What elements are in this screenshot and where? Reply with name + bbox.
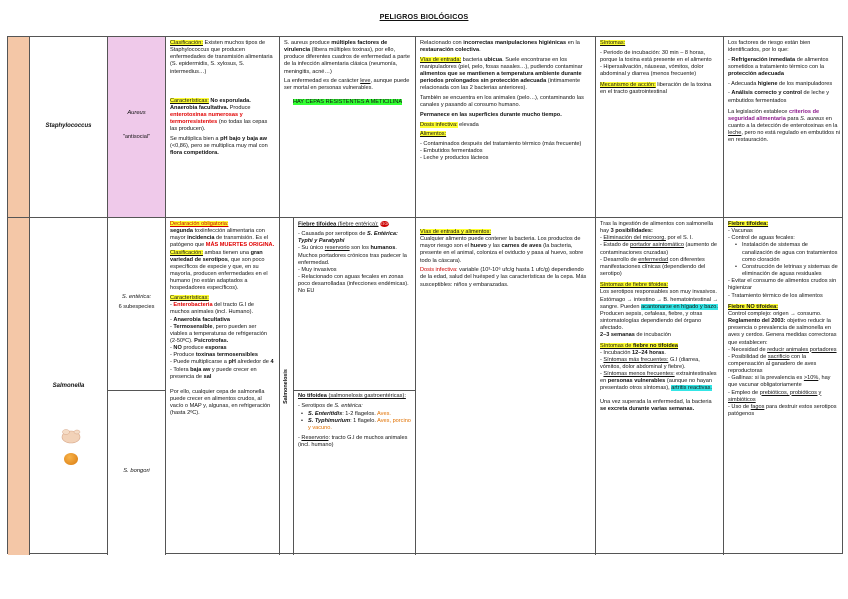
list-item: - Síntomas más frecuentes: G.I (diarrea, vómitos, dolor abdominal y fiebre). <box>600 356 700 370</box>
non-typhoid-cell <box>294 390 416 555</box>
list-item: - Enterobacteria del tracto G.I de muchos animales (incl. Humano). <box>170 302 254 316</box>
control-item: - Análisis correcto y control de leche y embutidos fermentados <box>728 90 830 104</box>
list-item: - Contaminados después del tratamiento térmico (más frecuente) <box>420 140 582 147</box>
growth-text: Se multiplica bien a pH bajo y baja aw (<0,86), pero se multiplica muy mal con flora competidora. <box>170 136 268 157</box>
risk-text: Los factores de riesgo están bien identificados, por lo que: <box>728 40 811 54</box>
list-item: - Uso de fagos para destruir estos serotipos patógenos <box>728 403 837 418</box>
hazards-table <box>7 36 843 554</box>
list-item: - Puede multiplicarse a pH alrededor de 4 <box>170 359 274 366</box>
symptoms-cell <box>596 37 724 217</box>
surfaces-text: Permanece en las superficies durante mucho tiempo. <box>420 111 562 118</box>
species-name: S. bongori <box>123 467 150 474</box>
typhoid-symptoms-text: Los serotipos responsables son muy invasivos. <box>600 289 717 296</box>
list-item: - Termosensible, pero pueden ser viables a temperaturas de refrigeración (2-50ºC). Psicrotrofas. <box>170 323 268 344</box>
egg-icon <box>64 453 78 465</box>
non-typhoid-control-label: Fiebre NO tifoidea: <box>728 303 779 310</box>
classification-text: Clasificación: Existen muchos tipos de Staphylococcus que producen enfermedades de transmisión alimentaria (S. epidermidis, S. xylosus, S. intermedius…) <box>170 40 273 75</box>
restoration-text: Relacionado con incorrectas manipulaciones higiénicas en la restauración colectiva. <box>420 40 580 54</box>
serotypes-list <box>298 411 412 432</box>
typhoid-control-list <box>728 228 840 242</box>
reservoir-text: - Reservorio: tracto G.I de muchos animales (incl. humano) <box>298 435 408 449</box>
list-item: - Gallinas: si la prevalencia es >10%, hay que vacunar obligatoriamente <box>728 375 831 389</box>
raw-chicken-icon <box>60 428 82 444</box>
symptoms-label: Síntomas: <box>600 40 626 46</box>
virulence-text: S. aureus produce múltiples factores de virulencia (libera múltiples toxinas), por ello, produce diferentes cuadros de enfermedad a parte de la infección alimentaria clásica (neumonía, meningitis, acné…) <box>284 40 410 75</box>
control-item: - Refrigeración inmediata de alimentos sometidos a tratamiento térmico con la protección adecuada <box>728 56 829 78</box>
page-title: PELIGROS BIOLÓGICOS <box>379 12 469 21</box>
entry-routes-text: Vías de entrada: bacteria ubicua. Suele encontrarse en los manipuladores (piel, pelo, fosas nasales…), pudiendo contaminar alimentos que se mantienen a temperatura ambiente durante periodos prolongados sin protección adecuada (intimamente relacionada con las 2 bacterias anteriores). <box>420 56 583 92</box>
list-item: - Hipersalivación, náuseas, vómitos, dolor abdominal y diarrea (menos frecuente) <box>600 63 704 78</box>
entry-routes-text: Vías de entrada y alimentos: Cualquier alimento puede contener la bacteria. Los productos de mayor riesgo son el huevo y las carnes de aves (la bacteria, presente en el animal, coloniza el oviducto y pasa al huevo, sobre todo la cáscara). <box>420 229 584 264</box>
typhoid-path-text: Estómago → intestino → B. hematointestinal → sangre. Pueden acantonarse en hígado y bazo. Producen sepsis, cefaleas, fiebre, y otras sintomatologías dependiendo del órgano afectado. 2–3 semanas de incubación <box>600 296 719 339</box>
conclusion-text: Por ello, cualquier cepa de salmonella puede crecer en alimentos crudos, al vacío o MAP y, algunas, en refrigeración (hasta 2ºC). <box>170 388 271 417</box>
species-cell <box>108 37 166 217</box>
list-item: - Relacionado con aguas fecales en zonas poco desarrolladas (infecciones endémicas). No EU <box>298 274 409 295</box>
typhoid-control-list-2 <box>728 278 840 299</box>
row-staphylococcus <box>8 37 842 218</box>
regulation-text: Reglamento del 2003: objetivo reducir la presencia o prevalencia de salmonella en aves y cerdos. Genera medidas correctoras que establecen: <box>728 318 837 346</box>
list-item: - Incubación 12–24 horas. <box>600 349 666 356</box>
row-salmonella <box>8 218 842 555</box>
list-item: • Instalación de sistemas de canalización de agua con tratamientos como cloración <box>732 242 840 263</box>
non-typhoid-symptoms-list <box>600 350 719 393</box>
row-marker <box>8 37 30 217</box>
list-item: - Empleo de prebióticos, probióticos y simbióticos <box>728 389 822 403</box>
list-item: • S. Enteritidis: 1-2 flagelos. Aves. <box>298 411 412 418</box>
bongori-cell <box>108 390 165 555</box>
species-cell <box>108 218 166 555</box>
water-control-list <box>728 242 840 278</box>
subspecies-count: 6 subespecies <box>118 304 155 311</box>
classification-cell <box>166 218 280 555</box>
list-item: - Vacunas <box>728 228 753 235</box>
typhoid-control-label: Fiebre tifoidea: <box>728 221 769 227</box>
non-typhoid-title: No tifoidea (salmonelosis gastroentéricas): <box>298 393 406 399</box>
list-item: • S. Typhimurium: 1 flagelo. Aves, porcino y vacuno. <box>298 418 412 432</box>
symptoms-list <box>600 50 719 79</box>
genus-name: Staphylococcus <box>45 123 92 130</box>
list-item: - Causada por serotipos de S. Entérica: Typhi y Paratyphi <box>298 231 398 245</box>
corrective-measures-list <box>728 347 840 419</box>
outcomes-list <box>600 235 719 278</box>
foods-label: Alimentos: <box>420 131 447 138</box>
control-chain-text: Control complejo: origen → consumo. <box>728 310 822 317</box>
declaration-text: Declaración obligatoria: segunda toxiinfección alimentaria con mayor incidencia de transmisión. Es el patógeno que MÁS MUERTES ORIGINA. Clasificación: ambas tienen una gran variedad de serotipos, que son poco específicos de especie y que, en su mayoría, producen enfermedades en el humano (no están adaptados a hospedadores específicos). <box>170 221 275 292</box>
entry-cell <box>416 218 596 555</box>
disease-cell <box>280 218 416 555</box>
severity-text: La enfermedad es de carácter leve, aunque puede ser mortal en personas vulnerables. <box>284 78 410 92</box>
stop-sign-icon: STOP <box>380 222 390 226</box>
control-cell <box>724 218 844 555</box>
list-item: - Estado de portador asintomático (aumento de contaminaciones cruzadas) <box>600 242 717 256</box>
list-item: - NO produce esporas <box>170 345 227 352</box>
outcomes-intro: Tras la ingestión de alimentos con salmonella hay 3 posibilidades: <box>600 221 713 235</box>
characteristics-text: Características: No esporulada. Anaerobia facultativa. Produce enterotoxinas numerosas y termorresistentes (no todas las cepas las producen). <box>170 97 268 133</box>
typhoid-cell <box>294 218 416 390</box>
list-item: • Construcción de letrinas y sistemas de eliminación de aguas residuales <box>732 264 840 278</box>
species-name: S. entérica: <box>121 294 152 301</box>
excretion-text: Una vez superada la enfermedad, la bacteria se excreta durante varias semanas. <box>600 398 712 412</box>
list-item: - Evitar el consumo de alimentos crudos sin higienizar <box>728 278 837 292</box>
species-nickname: "antisocial" <box>122 134 151 141</box>
typhoid-title: Fiebre tifoidea (fiebre entérica): STOP <box>298 221 390 228</box>
animals-text: También se encuentra en los animales (pelo…), contaminando las canales y pasando al consumo humano. <box>420 95 584 109</box>
list-item: - Embutidos fermentados <box>420 148 483 155</box>
control-item: - Adecuada higiene de los manipuladores <box>728 80 833 87</box>
salmonelosis-label: Salmonelosis <box>280 218 294 555</box>
genus-cell <box>30 218 108 555</box>
list-item: - Tolera baja aw y puede crecer en presencia de sal <box>170 366 257 380</box>
control-cell <box>724 37 844 217</box>
row-marker <box>8 218 30 555</box>
list-item: - Anaerobia facultativa <box>170 316 230 323</box>
species-name: Aureus <box>127 110 146 117</box>
typhoid-symptoms-label: Síntomas de fiebre tifoidea: <box>600 282 669 289</box>
symptoms-cell <box>596 218 724 555</box>
genus-name: Salmonella <box>52 382 85 389</box>
dose-text: Dosis infectiva: elevada <box>420 121 479 128</box>
list-item: - Eliminación del microorg. por el S. I. <box>600 235 693 242</box>
legislation-text: La legislación establece criterios de seguridad alimentaria para S. aureus en cuanto a la detección de enterotoxinas en la leche, pero no está regulado en embutidos ni en restauración. <box>728 108 840 144</box>
typhoid-list <box>298 231 412 295</box>
list-item: - Periodo de incubación: 30 min – 8 horas, porque la toxina está presente en el alimento <box>600 49 712 63</box>
classification-cell <box>166 37 280 217</box>
enterica-cell <box>108 218 165 390</box>
list-item: - Produce toxinas termosensibles <box>170 352 258 359</box>
dose-text: Dosis infectiva: variable (10³-10⁶ ufc/g hasta 1 ufc/g) dependiendo de la edad, salud del huésped y las características de la cepa. Más susceptibles: niños y embarazadas. <box>420 267 587 288</box>
list-item: - Necesidad de reducir animales portadores <box>728 346 837 353</box>
characteristics-label: Características: <box>170 295 209 302</box>
list-item: - Su único reservorio son los humanos. Muchos portadores crónicos tras padecer la enfermedad. <box>298 245 407 266</box>
list-item: - Posibilidad de sacrificio con la compensación al ganadero de aves reproductoras <box>728 353 817 375</box>
resistance-note: HAY CEPAS RESISTENTES A METICILINA <box>292 98 403 105</box>
mechanism-text: Mecanismo de acción: liberación de la toxina en el tracto gastrointestinal <box>600 82 712 96</box>
list-item: - Tratamiento térmico de los alimentos <box>728 292 823 299</box>
list-item: - Desarrollo de enfermedad con diferentes manifestaciones clínicas (dependiendo del serotipo) <box>600 256 706 278</box>
non-typhoid-symptoms-label: Síntomas de fiebre no tifoidea <box>600 342 679 349</box>
entry-cell <box>416 37 596 217</box>
list-item: - Muy invasivos <box>298 266 337 273</box>
list-item: - Control de aguas fecales: <box>728 235 795 242</box>
genus-cell <box>30 37 108 217</box>
serotypes-text: - Serotipos de S. entérica: <box>298 402 363 409</box>
list-item: - Leche y productos lácteos <box>420 155 489 162</box>
foods-list <box>420 141 591 162</box>
characteristics-list <box>170 302 275 381</box>
disease-cell <box>280 37 416 217</box>
list-item: - Síntomas menos frecuentes: extraintestinales en personas vulnerables (aunque no hayan presentado otros síntomas), artritis reactivas. <box>600 371 717 392</box>
